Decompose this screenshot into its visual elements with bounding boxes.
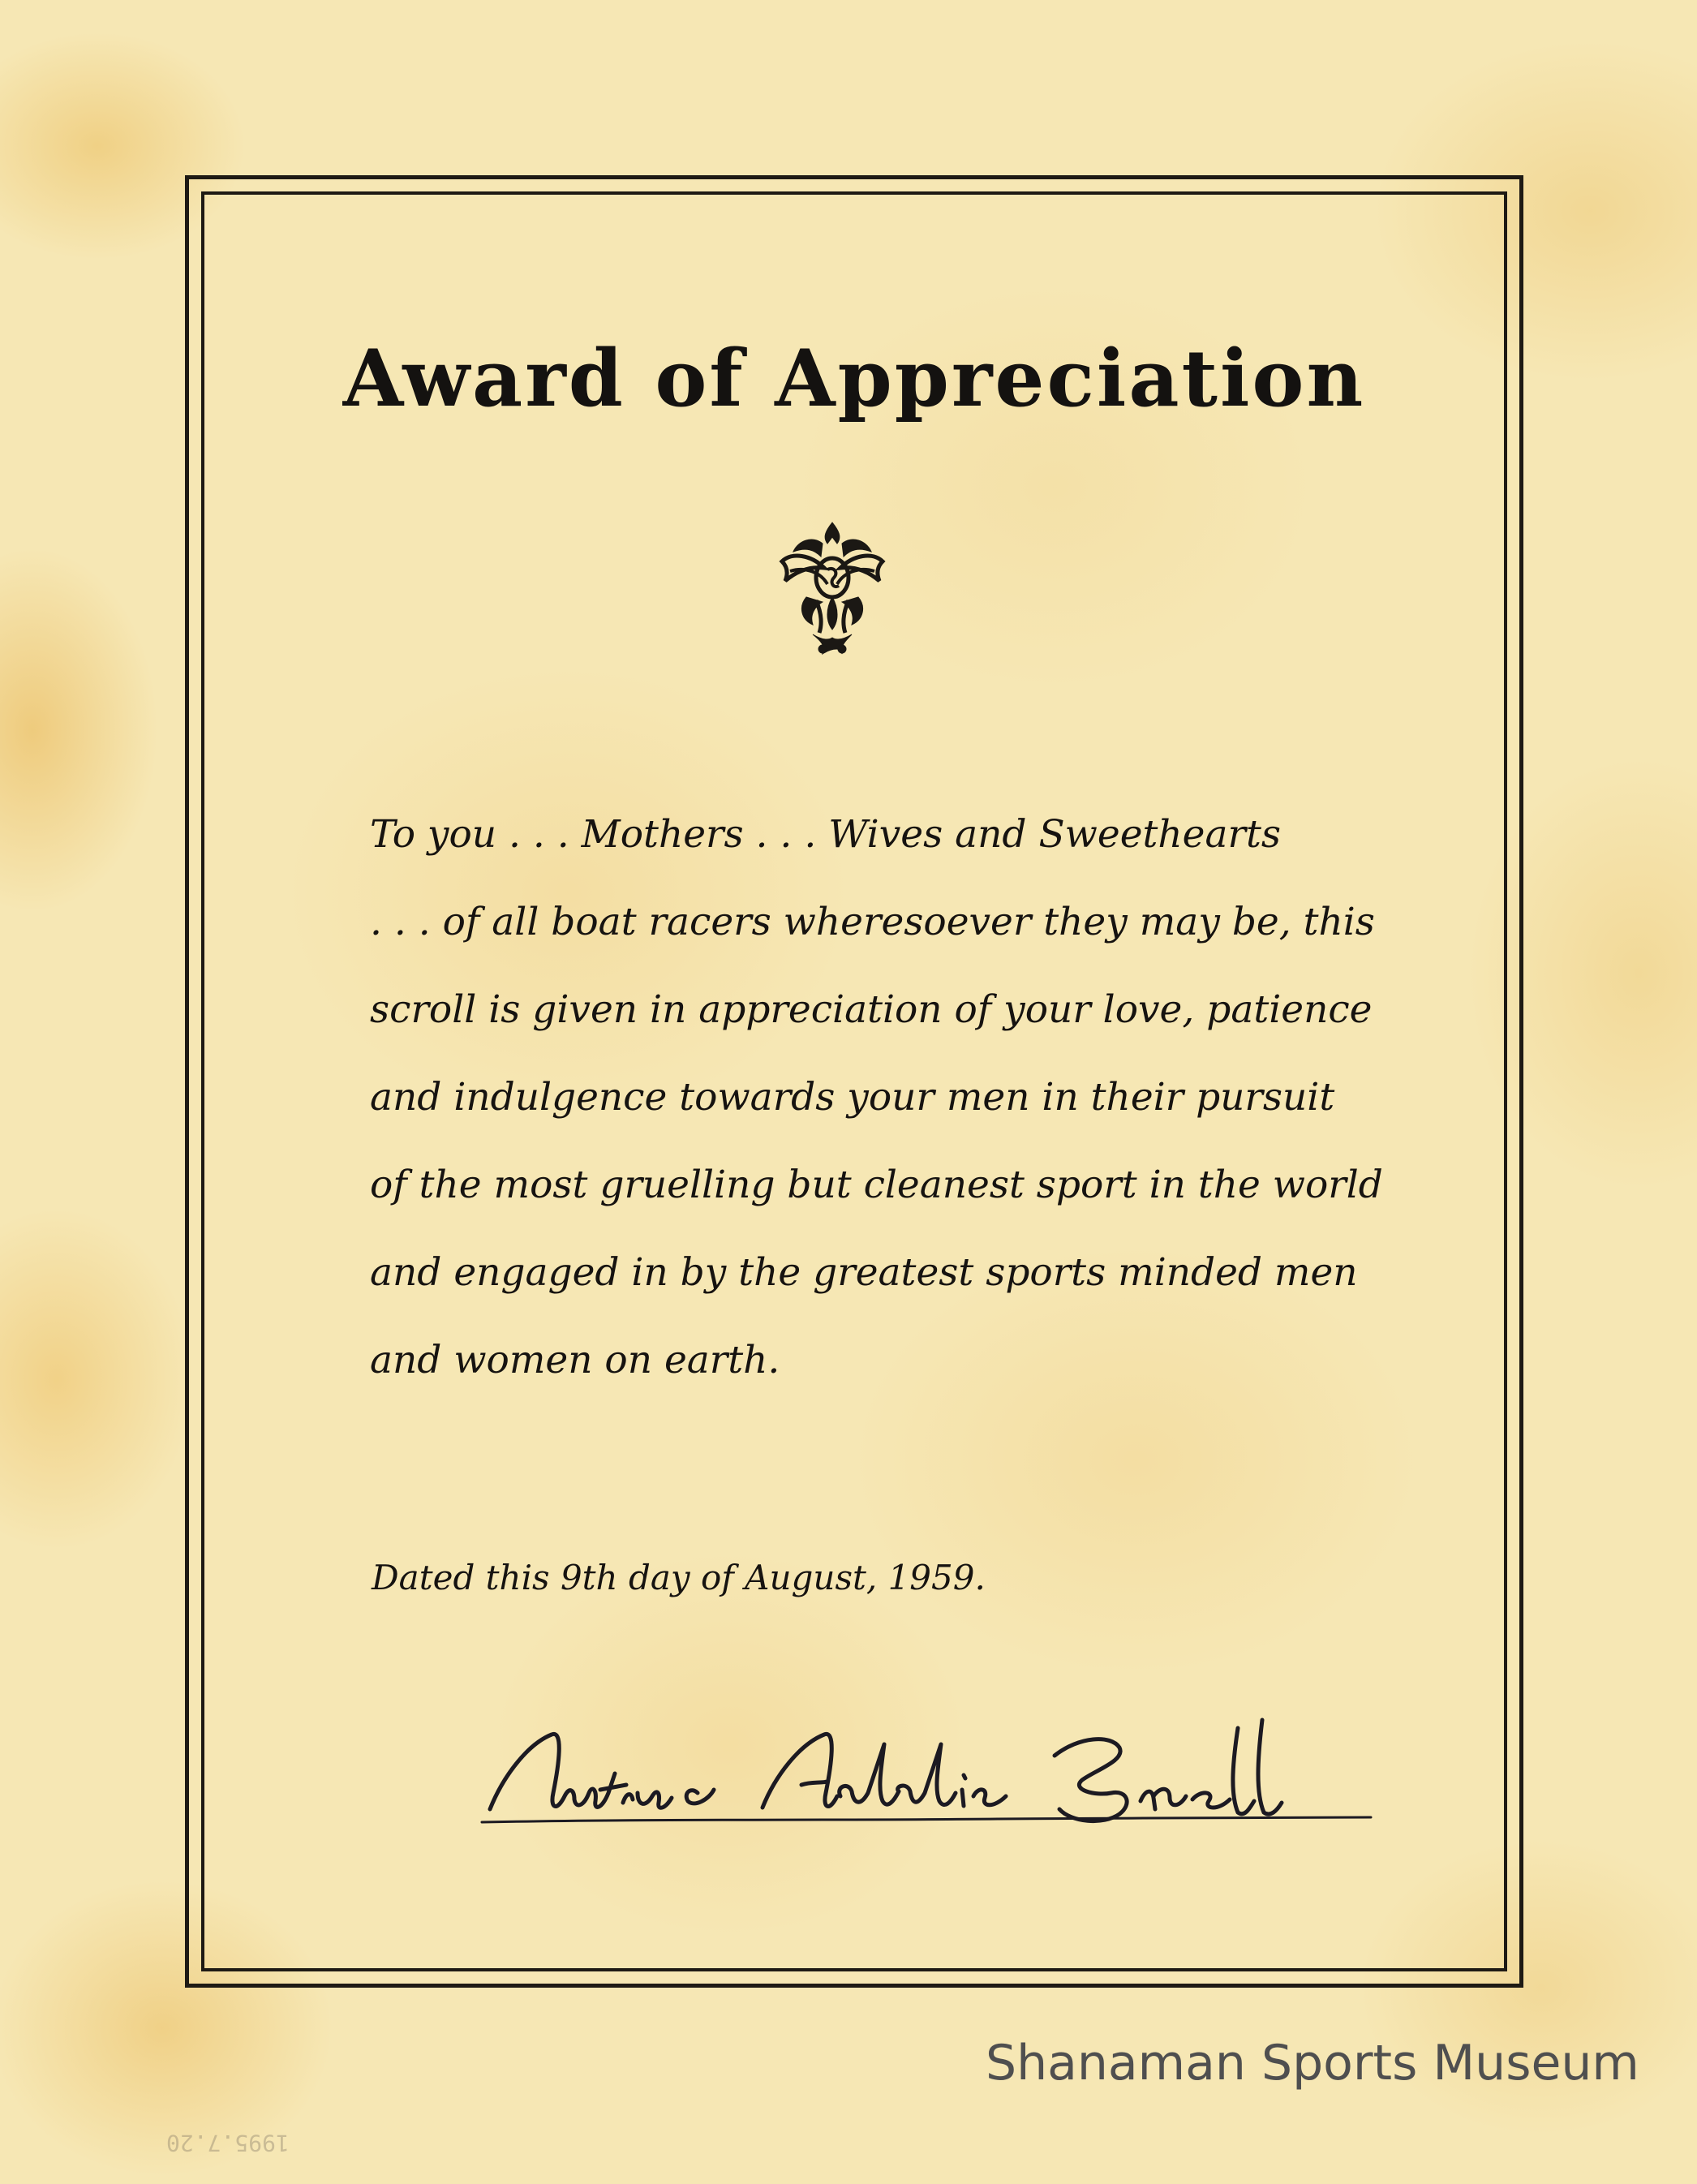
- dedication-line: and indulgence towards your men in their pursuit: [370, 1075, 1335, 1120]
- dedication-line: of the most gruelling but cleanest sport in the world: [370, 1163, 1383, 1207]
- dedication-line: and women on earth.: [370, 1338, 780, 1382]
- accession-number: 1995.7.20: [166, 2130, 290, 2156]
- dedication-line: scroll is given in appreciation of your love, patience: [370, 987, 1373, 1032]
- certificate-title: Award of Appreciation: [342, 333, 1366, 424]
- dedication-line: To you . . . Mothers . . . Wives and Sweethearts: [370, 812, 1281, 857]
- museum-watermark: Shanaman Sports Museum: [986, 2035, 1639, 2092]
- dedication-line: . . . of all boat racers wheresoever they may be, this: [370, 900, 1375, 944]
- dedication-line: and engaged in by the greatest sports minded men: [370, 1250, 1358, 1295]
- date-line: Dated this 9th day of August, 1959.: [372, 1558, 986, 1597]
- floral-crest-icon: [774, 519, 891, 657]
- handwritten-signature: [479, 1712, 1387, 1858]
- dedication-paragraph: [370, 791, 1383, 1404]
